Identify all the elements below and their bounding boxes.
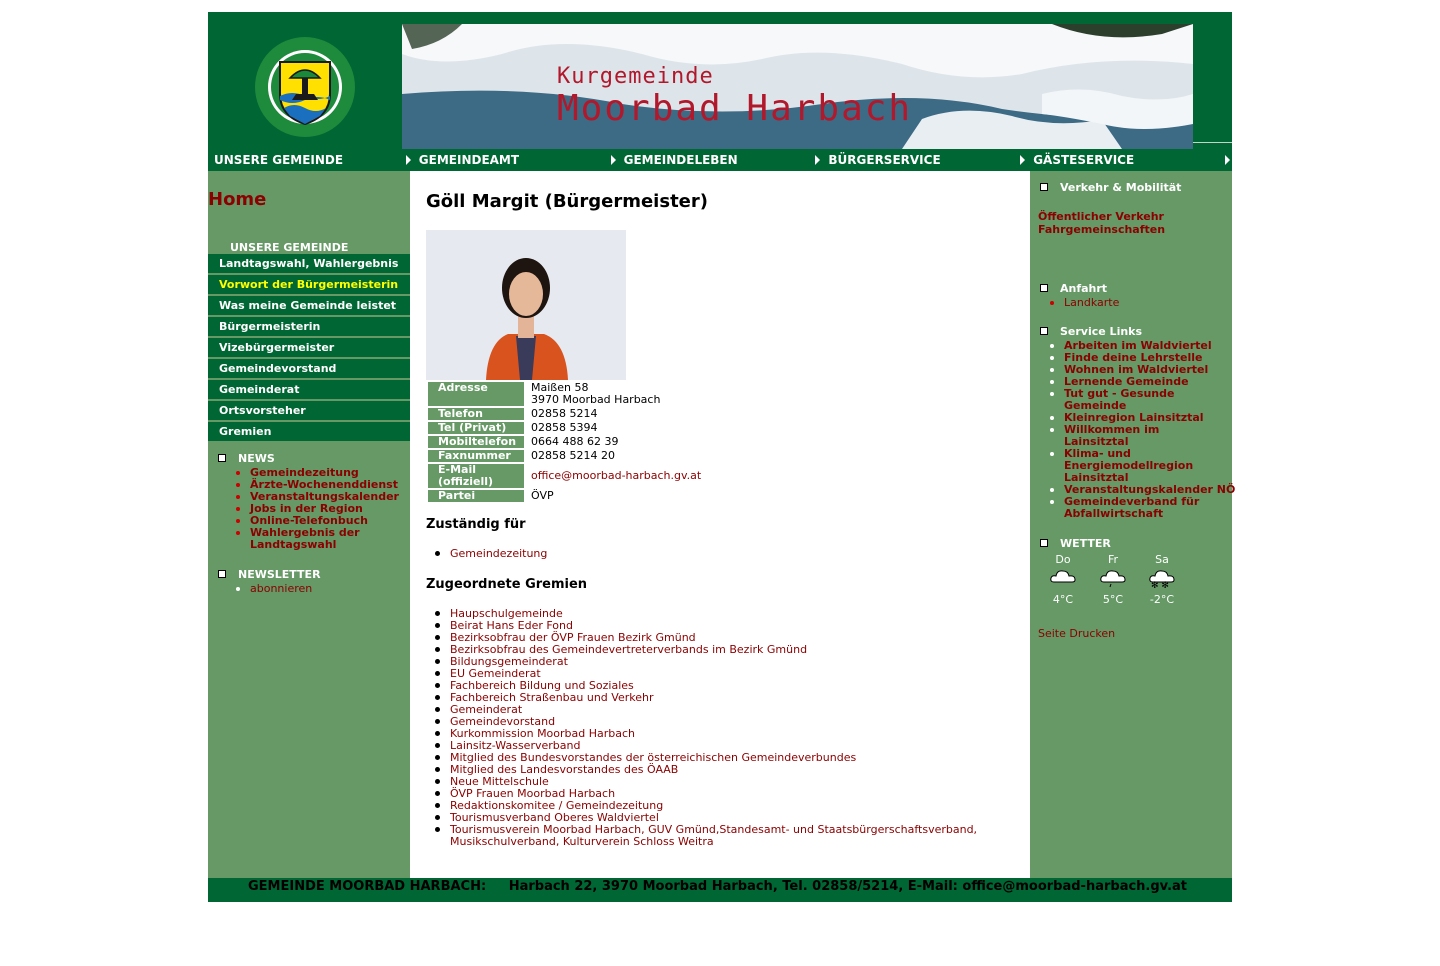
municipality-logo[interactable]: [254, 36, 356, 138]
info-value: [526, 464, 701, 488]
banner-title-small: Kurgemeinde: [557, 64, 714, 89]
page: [208, 12, 1236, 902]
gremien-list: [426, 608, 1010, 848]
info-row: [428, 450, 701, 462]
sidebar-item-gemeindevorstand[interactable]: Gemeindevorstand: [208, 359, 410, 380]
gremien-link[interactable]: Fachbereich Bildung und Soziales: [450, 679, 634, 692]
arrow-right-icon: [1020, 155, 1025, 165]
footer-label: GEMEINDE MOORBAD HARBACH:: [248, 879, 487, 894]
sidebar-item-buergermeisterin[interactable]: Bürgermeisterin: [208, 317, 410, 338]
sidebar-item-gemeinde-leistet[interactable]: Was meine Gemeinde leistet: [208, 296, 410, 317]
sidebar-item-gemeinderat[interactable]: Gemeinderat: [208, 380, 410, 401]
nav-label: UNSERE GEMEINDE: [214, 153, 344, 167]
banner-right-strip: [1193, 24, 1232, 143]
verkehr-fahrgemeinschaften-link[interactable]: Fahrgemeinschaften: [1038, 223, 1166, 236]
bullet-square-icon: [1040, 284, 1048, 292]
zustaendig-list: [426, 548, 1010, 560]
arrow-right-icon: [611, 155, 616, 165]
news-link[interactable]: Online-Telefonbuch: [250, 515, 408, 527]
news-link[interactable]: Veranstaltungskalender: [250, 491, 408, 503]
anfahrt-list: [1040, 297, 1230, 309]
wetter-box: [1040, 537, 1230, 550]
cloud-icon: [1048, 566, 1078, 588]
info-row: [428, 464, 701, 488]
info-key: Telefon: [428, 408, 524, 420]
weather-day: [1142, 553, 1182, 606]
anfahrt-title: Anfahrt: [1040, 282, 1230, 295]
bullet-square-icon: [1040, 183, 1048, 191]
sidebar-item-ortsvorsteher[interactable]: Ortsvorsteher: [208, 401, 410, 422]
verkehr-box: [1040, 181, 1230, 236]
contact-info-table: [426, 380, 703, 504]
content-columns: [208, 171, 1236, 878]
info-key: Mobiltelefon: [428, 436, 524, 448]
nav-gemeindeleben[interactable]: [618, 149, 823, 171]
print-page-link[interactable]: Seite Drucken: [1038, 627, 1116, 640]
gremien-link[interactable]: Kurkommission Moorbad Harbach: [450, 727, 636, 740]
info-row: [428, 436, 701, 448]
info-key: Faxnummer: [428, 450, 524, 462]
verkehr-title: Verkehr & Mobilität: [1040, 181, 1230, 194]
nav-gemeindeamt[interactable]: [413, 149, 618, 171]
banner-title-large: Moorbad Harbach: [557, 88, 913, 129]
info-row: [428, 490, 701, 502]
gremien-link[interactable]: Bezirksobfrau der ÖVP Frauen Bezirk Gmünd: [450, 631, 696, 644]
news-box: [218, 452, 408, 551]
weather-day: [1093, 553, 1133, 606]
info-value: ÖVP: [531, 489, 554, 502]
news-link[interactable]: Gemeindezeitung: [250, 467, 408, 479]
sidebar-item-vizebuergermeister[interactable]: Vizebürgermeister: [208, 338, 410, 359]
weather-temp: 5°C: [1102, 593, 1124, 606]
gremien-link[interactable]: ÖVP Frauen Moorbad Harbach: [450, 787, 616, 800]
gremien-link[interactable]: Bildungsgemeinderat: [450, 655, 568, 668]
wetter-title: WETTER: [1040, 537, 1230, 550]
home-link[interactable]: Home: [208, 189, 267, 210]
arrow-right-icon: [815, 155, 820, 165]
nav-label: GEMEINDEAMT: [418, 153, 520, 167]
news-link[interactable]: Wahlergebnis der Landtagswahl: [250, 527, 370, 551]
service-links-list: [1040, 340, 1234, 520]
gremien-link[interactable]: Lainsitz-Wasserverband: [450, 739, 581, 752]
service-links-title: Service Links: [1040, 325, 1234, 338]
service-link[interactable]: Gemeindeverband für Abfallwirtschaft: [1064, 496, 1204, 520]
gremien-link[interactable]: Tourismusverein Moorbad Harbach, GUV Gmünd,Standesamt- und Staatsbürgerschaftsverband, Musikschulverband, Kulturverein Schloss Weitra: [450, 823, 978, 848]
list-item: [450, 692, 1010, 704]
gremien-link[interactable]: Beirat Hans Eder Fond: [450, 619, 573, 632]
newsletter-list: [218, 583, 408, 595]
left-sidebar: [208, 171, 410, 878]
weather-day-label: Sa: [1155, 553, 1169, 566]
sidebar-subnav: [208, 254, 410, 443]
gremien-link[interactable]: EU Gemeinderat: [450, 667, 541, 680]
main-content: [410, 171, 1030, 865]
landkarte-link[interactable]: Landkarte: [1064, 297, 1230, 309]
info-key: Tel (Privat): [428, 422, 524, 434]
portrait-photo: [426, 230, 626, 380]
zustaendig-link[interactable]: Gemeindezeitung: [450, 547, 548, 560]
list-item: [450, 548, 1010, 560]
cloud-rain-icon: [1098, 566, 1128, 588]
header: [208, 12, 1232, 171]
page-title: Göll Margit (Bürgermeister): [426, 191, 708, 212]
svg-text:✻ ✻: ✻ ✻: [1151, 581, 1169, 588]
verkehr-oeffentlich-link[interactable]: Öffentlicher Verkehr: [1038, 210, 1164, 223]
arrow-right-icon: [406, 155, 411, 165]
weather-temp: 4°C: [1052, 593, 1074, 606]
arrow-right-icon: [1225, 155, 1230, 165]
bullet-square-icon: [218, 454, 226, 462]
main-navigation: [208, 149, 1232, 171]
info-key: Adresse: [428, 382, 524, 406]
newsletter-subscribe-link[interactable]: abonnieren: [250, 583, 408, 595]
news-list: [218, 467, 408, 551]
service-link[interactable]: Lernende Gemeinde: [1064, 376, 1234, 388]
anfahrt-box: [1040, 282, 1230, 309]
gremien-link[interactable]: Gemeindevorstand: [450, 715, 556, 728]
info-row: [428, 408, 701, 420]
nav-gaesteservice[interactable]: [1027, 149, 1232, 171]
info-row: [428, 382, 701, 406]
news-link[interactable]: Ärzte-Wochenenddienst: [250, 479, 408, 491]
gremien-link[interactable]: Fachbereich Straßenbau und Verkehr: [450, 691, 654, 704]
nav-label: BÜRGERSERVICE: [828, 153, 941, 167]
footer-address: Harbach 22, 3970 Moorbad Harbach, Tel. 02858/5214, E-Mail: office@moorbad-harbach.gv.at: [508, 879, 1188, 894]
nav-label: GEMEINDELEBEN: [623, 153, 738, 167]
service-link[interactable]: Wohnen im Waldviertel: [1064, 364, 1234, 376]
info-value: 02858 5214 20: [531, 449, 615, 462]
info-value: Maißen 58 3970 Moorbad Harbach: [531, 381, 661, 406]
sidebar-item-gremien[interactable]: Gremien: [208, 422, 410, 443]
info-row: [428, 422, 701, 434]
news-title: NEWS: [218, 452, 408, 465]
sidebar-item-vorwort[interactable]: Vorwort der Bürgermeisterin: [208, 275, 410, 296]
nav-label: GÄSTESERVICE: [1033, 153, 1135, 167]
weather-temp: -2°C: [1149, 593, 1175, 606]
nav-unsere-gemeinde[interactable]: [208, 149, 413, 171]
weather-day-label: Fr: [1107, 553, 1119, 566]
gremien-link[interactable]: Tourismusverband Oberes Waldviertel: [450, 811, 659, 824]
info-key: Partei: [428, 490, 524, 502]
gremien-link[interactable]: Neue Mittelschule: [450, 775, 549, 788]
list-item: [450, 824, 1010, 848]
newsletter-box: [218, 568, 408, 595]
bullet-square-icon: [1040, 327, 1048, 335]
bullet-square-icon: [218, 570, 226, 578]
zustaendig-heading: Zuständig für: [426, 517, 526, 532]
email-link[interactable]: office@moorbad-harbach.gv.at: [531, 469, 702, 482]
header-banner: [402, 24, 1193, 149]
info-value: 02858 5394: [531, 421, 598, 434]
service-links-box: [1040, 325, 1234, 520]
service-link[interactable]: Arbeiten im Waldviertel: [1064, 340, 1234, 352]
weather-day-label: Do: [1055, 553, 1071, 566]
footer: [208, 878, 1232, 902]
service-link[interactable]: Veranstaltungskalender NÖ: [1064, 483, 1236, 496]
right-sidebar: [1030, 171, 1236, 878]
service-link[interactable]: Willkommen im Lainsitztal: [1064, 424, 1164, 448]
service-link[interactable]: Klima- und Energiemodellregion Lainsitztal: [1064, 448, 1204, 484]
info-value: 0664 488 62 39: [531, 435, 619, 448]
service-link[interactable]: Finde deine Lehrstelle: [1064, 352, 1234, 364]
gremien-link[interactable]: Redaktionskomitee / Gemeindezeitung: [450, 799, 664, 812]
gremien-link[interactable]: Mitglied des Landesvorstandes des ÖAAB: [450, 763, 679, 776]
gremien-link[interactable]: Bezirksobfrau des Gemeindevertreterverbands im Bezirk Gmünd: [450, 643, 808, 656]
gremien-heading: Zugeordnete Gremien: [426, 577, 588, 592]
gremien-link[interactable]: Gemeinderat: [450, 703, 523, 716]
nav-buergerservice[interactable]: [822, 149, 1027, 171]
gremien-link[interactable]: Mitglied des Bundesvorstandes der österreichischen Gemeindeverbundes: [450, 751, 857, 764]
cloud-snow-icon: [1147, 566, 1177, 588]
bullet-square-icon: [1040, 539, 1048, 547]
gremien-link[interactable]: Haupschulgemeinde: [450, 607, 563, 620]
news-link[interactable]: Jobs in der Region: [250, 503, 408, 515]
newsletter-title: NEWSLETTER: [218, 568, 408, 581]
info-value: 02858 5214: [531, 407, 598, 420]
service-link[interactable]: Kleinregion Lainsitztal: [1064, 412, 1234, 424]
service-link[interactable]: Tut gut - Gesunde Gemeinde: [1064, 388, 1194, 412]
sidebar-item-landtagswahl[interactable]: Landtagswahl, Wahlergebnis: [208, 254, 410, 275]
weather-day: [1043, 553, 1083, 606]
info-key: E-Mail (offiziell): [428, 464, 524, 488]
sidebar-section-title: UNSERE GEMEINDE: [230, 241, 349, 254]
